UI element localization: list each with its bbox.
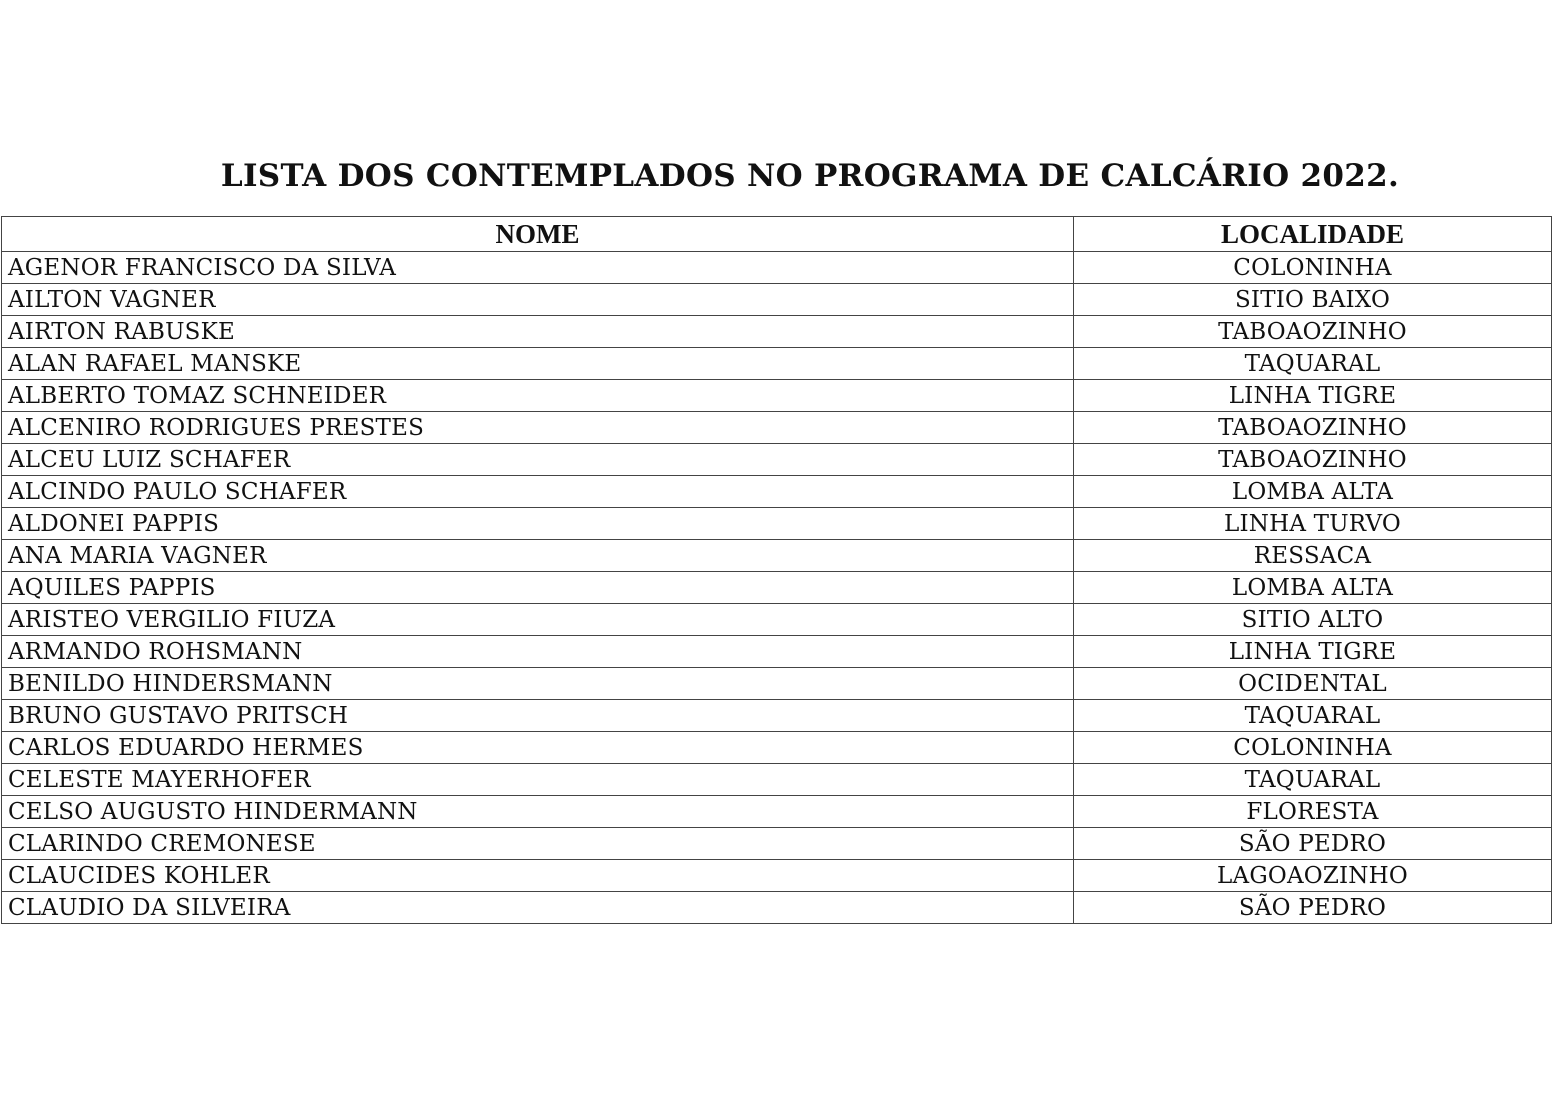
table-row	[2, 668, 1552, 700]
cell-localidade: TAQUARAL	[1074, 764, 1552, 796]
document-title: LISTA DOS CONTEMPLADOS NO PROGRAMA DE CALCÁRIO 2022.	[220, 158, 1400, 194]
cell-nome: CLAUCIDES KOHLER	[2, 860, 1074, 892]
table-row	[2, 860, 1552, 892]
table-row	[2, 380, 1552, 412]
cell-nome: ALBERTO TOMAZ SCHNEIDER	[2, 380, 1074, 412]
column-header-localidade: LOCALIDADE	[1074, 217, 1552, 252]
table-row	[2, 828, 1552, 860]
cell-localidade: TABOAOZINHO	[1074, 444, 1552, 476]
cell-localidade: COLONINHA	[1074, 252, 1552, 284]
cell-nome: ARISTEO VERGILIO FIUZA	[2, 604, 1074, 636]
table-row	[2, 572, 1552, 604]
cell-localidade: FLORESTA	[1074, 796, 1552, 828]
cell-localidade: LINHA TIGRE	[1074, 636, 1552, 668]
table-row	[2, 604, 1552, 636]
cell-localidade: SITIO ALTO	[1074, 604, 1552, 636]
table-row	[2, 636, 1552, 668]
table-row	[2, 508, 1552, 540]
cell-nome: ALCINDO PAULO SCHAFER	[2, 476, 1074, 508]
cell-localidade: SÃO PEDRO	[1074, 892, 1552, 924]
table-row	[2, 700, 1552, 732]
cell-nome: ALDONEI PAPPIS	[2, 508, 1074, 540]
table-row	[2, 796, 1552, 828]
cell-nome: BENILDO HINDERSMANN	[2, 668, 1074, 700]
cell-localidade: TAQUARAL	[1074, 700, 1552, 732]
cell-localidade: SÃO PEDRO	[1074, 828, 1552, 860]
table-row	[2, 540, 1552, 572]
cell-localidade: LINHA TIGRE	[1074, 380, 1552, 412]
cell-localidade: COLONINHA	[1074, 732, 1552, 764]
cell-nome: BRUNO GUSTAVO PRITSCH	[2, 700, 1074, 732]
cell-nome: AQUILES PAPPIS	[2, 572, 1074, 604]
cell-nome: CARLOS EDUARDO HERMES	[2, 732, 1074, 764]
table-row	[2, 284, 1552, 316]
cell-localidade: LAGOAOZINHO	[1074, 860, 1552, 892]
cell-nome: ARMANDO ROHSMANN	[2, 636, 1074, 668]
cell-nome: CLARINDO CREMONESE	[2, 828, 1074, 860]
cell-nome: ALAN RAFAEL MANSKE	[2, 348, 1074, 380]
cell-localidade: SITIO BAIXO	[1074, 284, 1552, 316]
cell-nome: ANA MARIA VAGNER	[2, 540, 1074, 572]
cell-localidade: RESSACA	[1074, 540, 1552, 572]
cell-localidade: TABOAOZINHO	[1074, 412, 1552, 444]
cell-localidade: LOMBA ALTA	[1074, 476, 1552, 508]
table-row	[2, 732, 1552, 764]
table-body	[2, 252, 1552, 924]
table-row	[2, 444, 1552, 476]
beneficiaries-table	[1, 216, 1552, 924]
cell-nome: CLAUDIO DA SILVEIRA	[2, 892, 1074, 924]
table-row	[2, 476, 1552, 508]
cell-nome: AILTON VAGNER	[2, 284, 1074, 316]
cell-nome: AGENOR FRANCISCO DA SILVA	[2, 252, 1074, 284]
table-row	[2, 252, 1552, 284]
table-row	[2, 764, 1552, 796]
column-header-nome: NOME	[2, 217, 1074, 252]
cell-nome: ALCENIRO RODRIGUES PRESTES	[2, 412, 1074, 444]
cell-localidade: LOMBA ALTA	[1074, 572, 1552, 604]
cell-nome: AIRTON RABUSKE	[2, 316, 1074, 348]
cell-nome: ALCEU LUIZ SCHAFER	[2, 444, 1074, 476]
table-header-row	[2, 217, 1552, 252]
table-row	[2, 412, 1552, 444]
table-row	[2, 348, 1552, 380]
cell-localidade: TAQUARAL	[1074, 348, 1552, 380]
cell-localidade: TABOAOZINHO	[1074, 316, 1552, 348]
cell-localidade: LINHA TURVO	[1074, 508, 1552, 540]
table-row	[2, 316, 1552, 348]
cell-localidade: OCIDENTAL	[1074, 668, 1552, 700]
cell-nome: CELESTE MAYERHOFER	[2, 764, 1074, 796]
cell-nome: CELSO AUGUSTO HINDERMANN	[2, 796, 1074, 828]
table-row	[2, 892, 1552, 924]
